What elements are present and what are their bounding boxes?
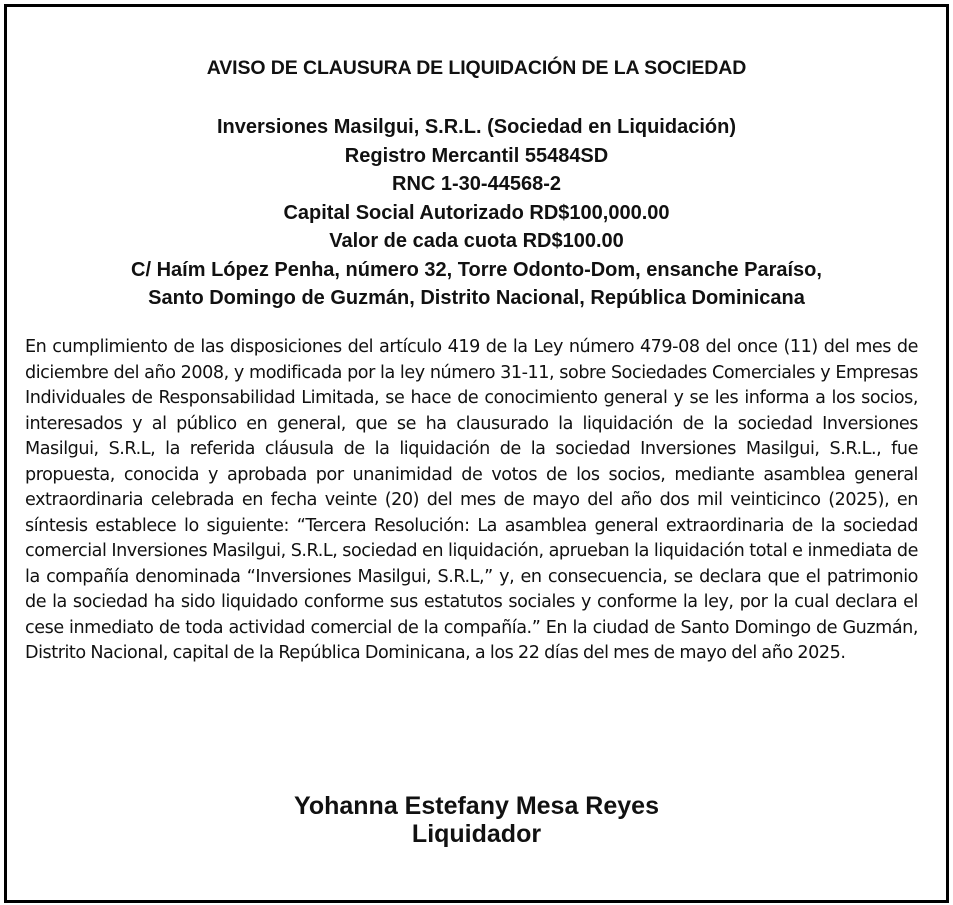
notice-title: AVISO DE CLAUSURA DE LIQUIDACIÓN DE LA SOCIEDAD — [206, 57, 747, 79]
address-line-1: C/ Haím López Penha, número 32, Torre Odonto-Dom, ensanche Paraíso, — [131, 258, 822, 281]
rnc-line: RNC 1-30-44568-2 — [392, 173, 561, 195]
notice-body: En cumplimiento de las disposiciones del artículo 419 de la Ley número 479-08 del once (11) del mes de diciembre del año 2008, y modificada por la ley número 31-11, sobre Sociedades Comerciales y Empresas Individuales de Responsabilidad Limitada, se hace de conocimiento general y se les informa a los socios, interesados y al público en general, que se ha clausurado la liquidación de la sociedad Inversiones Masilgui, S.R.L, la referida cláusula de la liquidación de la sociedad Inversiones Masilgui, S.R.L., fue propuesta, conocida y aprobada por unanimidad de votos de los socios, mediante asamblea general extraordinaria celebrada en fecha veinte (20) del mes de mayo del año dos mil veinticinco (2025), en síntesis establece lo siguiente: “Tercera Resolución: La asamblea general extraordinaria de la sociedad comercial Inversiones Masilgui, S.R.L, sociedad en liquidación, aprueban la liquidación total e inmediata de la compañía denominada “Inversiones Masilgui, S.R.L,” y, en consecuencia, se declara que el patrimonio de la sociedad ha sido liquidado conforme sus estatutos sociales y conforme la ley, por la cual declara el cese inmediato de toda actividad comercial de la compañía.” En la ciudad de Santo Domingo de Guzmán, Distrito Nacional, capital de la República Dominicana, a los 22 días del mes de mayo del año 2025. — [25, 337, 918, 663]
signatory-name: Yohanna Estefany Mesa Reyes — [294, 792, 659, 820]
mercantile-registry-line: Registro Mercantil 55484SD — [344, 144, 609, 167]
authorized-capital-line: Capital Social Autorizado RD$100,000.00 — [283, 201, 670, 224]
signatory-role: Liquidador — [411, 820, 542, 848]
company-name-line: Inversiones Masilgui, S.R.L. (Sociedad en Liquidación) — [217, 116, 736, 138]
company-header — [0, 113, 953, 313]
share-value-line: Valor de cada cuota RD$100.00 — [329, 230, 624, 252]
address-line-2: Santo Domingo de Guzmán, Distrito Nacional, República Dominicana — [148, 287, 805, 309]
signature-block — [0, 792, 953, 848]
